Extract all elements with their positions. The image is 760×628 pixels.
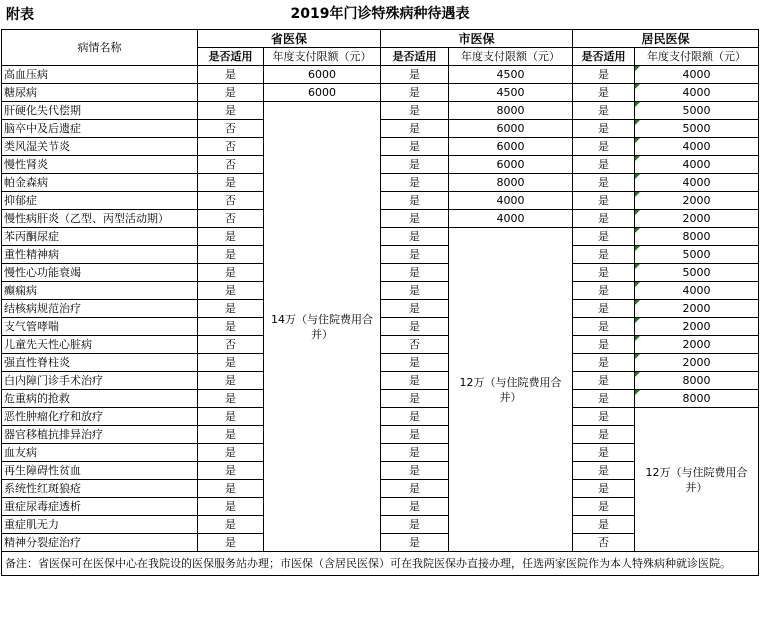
city-applicable: 是	[381, 372, 449, 390]
table-row	[2, 372, 759, 390]
resident-limit-header: 年度支付限额（元）	[635, 48, 759, 66]
disease-name: 慢性肾炎	[2, 156, 198, 174]
table-row	[2, 66, 759, 84]
appendix-label: 附表	[6, 7, 34, 23]
province-limit: 6000	[264, 66, 381, 84]
resident-limit: 4000	[635, 282, 759, 300]
province-applicable: 是	[198, 282, 264, 300]
resident-applicable: 是	[573, 354, 635, 372]
table-row	[2, 102, 759, 120]
province-applicable: 否	[198, 336, 264, 354]
resident-applicable: 是	[573, 444, 635, 462]
province-applicable: 是	[198, 264, 264, 282]
resident-limit: 2000	[635, 354, 759, 372]
table-row	[2, 408, 759, 426]
city-limit: 4500	[449, 84, 573, 102]
disease-name: 恶性肿瘤化疗和放疗	[2, 408, 198, 426]
city-limit: 4500	[449, 66, 573, 84]
resident-applicable: 是	[573, 156, 635, 174]
footnote: 备注：省医保可在医保中心在我院设的医保服务站办理；市医保（含居民医保）可在我院医保办直接办理，任选两家医院作为本人特殊病种就诊医院。	[2, 552, 759, 576]
resident-applicable: 是	[573, 120, 635, 138]
city-applicable: 否	[381, 336, 449, 354]
table-row	[2, 336, 759, 354]
note-row	[2, 552, 759, 576]
province-applicable: 是	[198, 444, 264, 462]
resident-applicable: 是	[573, 228, 635, 246]
resident-applicable-header: 是否适用	[573, 48, 635, 66]
city-applicable-header: 是否适用	[381, 48, 449, 66]
disease-name: 重性精神病	[2, 246, 198, 264]
resident-limit: 2000	[635, 210, 759, 228]
table-row	[2, 174, 759, 192]
province-applicable: 是	[198, 480, 264, 498]
disease-name: 糖尿病	[2, 84, 198, 102]
resident-applicable: 是	[573, 174, 635, 192]
city-applicable: 是	[381, 318, 449, 336]
resident-limit: 4000	[635, 138, 759, 156]
table-row	[2, 138, 759, 156]
city-limit: 6000	[449, 120, 573, 138]
resident-applicable: 是	[573, 264, 635, 282]
resident-applicable: 是	[573, 66, 635, 84]
table-row	[2, 228, 759, 246]
city-insurance-header: 市医保	[381, 30, 573, 48]
province-applicable: 是	[198, 318, 264, 336]
resident-applicable: 是	[573, 192, 635, 210]
resident-applicable: 是	[573, 210, 635, 228]
disease-name: 抑郁症	[2, 192, 198, 210]
city-limit: 6000	[449, 138, 573, 156]
resident-applicable: 是	[573, 480, 635, 498]
disease-name: 精神分裂症治疗	[2, 534, 198, 552]
city-applicable: 是	[381, 408, 449, 426]
city-applicable: 是	[381, 102, 449, 120]
disease-name: 支气管哮喘	[2, 318, 198, 336]
resident-applicable: 否	[573, 534, 635, 552]
disease-name: 类风湿关节炎	[2, 138, 198, 156]
disease-name: 重症尿毒症透析	[2, 498, 198, 516]
city-applicable: 是	[381, 246, 449, 264]
disease-name: 白内障门诊手术治疗	[2, 372, 198, 390]
city-applicable: 是	[381, 390, 449, 408]
province-limit: 6000	[264, 84, 381, 102]
disease-name: 器官移植抗排异治疗	[2, 426, 198, 444]
province-applicable: 是	[198, 228, 264, 246]
resident-limit: 5000	[635, 120, 759, 138]
city-limit: 4000	[449, 192, 573, 210]
city-limit: 4000	[449, 210, 573, 228]
table-row	[2, 246, 759, 264]
city-applicable: 是	[381, 84, 449, 102]
resident-applicable: 是	[573, 390, 635, 408]
city-limit: 8000	[449, 174, 573, 192]
table-row	[2, 354, 759, 372]
city-limit-merged: 12万（与住院费用合并）	[449, 228, 573, 552]
header-row-group	[2, 30, 759, 48]
disease-name: 危重病的抢救	[2, 390, 198, 408]
table-row	[2, 156, 759, 174]
province-applicable-header: 是否适用	[198, 48, 264, 66]
resident-applicable: 是	[573, 84, 635, 102]
resident-applicable: 是	[573, 300, 635, 318]
resident-applicable: 是	[573, 372, 635, 390]
resident-applicable: 是	[573, 408, 635, 426]
city-applicable: 是	[381, 264, 449, 282]
disease-name: 高血压病	[2, 66, 198, 84]
resident-limit: 4000	[635, 66, 759, 84]
province-insurance-header: 省医保	[198, 30, 381, 48]
disease-name: 苯丙酮尿症	[2, 228, 198, 246]
disease-name: 结核病规范治疗	[2, 300, 198, 318]
resident-insurance-header: 居民医保	[573, 30, 759, 48]
city-applicable: 是	[381, 498, 449, 516]
city-applicable: 是	[381, 174, 449, 192]
province-limit-merged: 14万（与住院费用合并）	[264, 102, 381, 552]
province-applicable: 是	[198, 462, 264, 480]
resident-limit: 8000	[635, 390, 759, 408]
city-applicable: 是	[381, 426, 449, 444]
table-row	[2, 84, 759, 102]
disease-name: 脑卒中及后遗症	[2, 120, 198, 138]
resident-limit: 2000	[635, 318, 759, 336]
resident-applicable: 是	[573, 426, 635, 444]
page-title: 2019年门诊特殊病种待遇表	[290, 6, 470, 22]
disease-name: 慢性心功能衰竭	[2, 264, 198, 282]
city-applicable: 是	[381, 228, 449, 246]
province-applicable: 是	[198, 354, 264, 372]
city-limit-header: 年度支付限额（元）	[449, 48, 573, 66]
city-applicable: 是	[381, 282, 449, 300]
city-applicable: 是	[381, 354, 449, 372]
province-applicable: 否	[198, 120, 264, 138]
city-applicable: 是	[381, 516, 449, 534]
table-row	[2, 120, 759, 138]
benefits-table	[1, 29, 759, 576]
province-applicable: 是	[198, 408, 264, 426]
disease-name: 重症肌无力	[2, 516, 198, 534]
disease-name: 儿童先天性心脏病	[2, 336, 198, 354]
city-applicable: 是	[381, 120, 449, 138]
table-row	[2, 192, 759, 210]
city-limit: 6000	[449, 156, 573, 174]
table-row	[2, 318, 759, 336]
disease-name: 系统性红斑狼疮	[2, 480, 198, 498]
city-applicable: 是	[381, 210, 449, 228]
resident-limit: 5000	[635, 264, 759, 282]
resident-limit: 5000	[635, 246, 759, 264]
resident-limit: 2000	[635, 336, 759, 354]
resident-applicable: 是	[573, 138, 635, 156]
resident-limit: 5000	[635, 102, 759, 120]
city-applicable: 是	[381, 534, 449, 552]
province-applicable: 是	[198, 372, 264, 390]
province-applicable: 是	[198, 498, 264, 516]
province-limit-header: 年度支付限额（元）	[264, 48, 381, 66]
province-applicable: 否	[198, 156, 264, 174]
province-applicable: 是	[198, 426, 264, 444]
resident-applicable: 是	[573, 282, 635, 300]
resident-applicable: 是	[573, 318, 635, 336]
province-applicable: 是	[198, 102, 264, 120]
resident-applicable: 是	[573, 516, 635, 534]
disease-name: 强直性脊柱炎	[2, 354, 198, 372]
table-row	[2, 210, 759, 228]
city-applicable: 是	[381, 156, 449, 174]
disease-name: 血友病	[2, 444, 198, 462]
disease-name: 再生障碍性贫血	[2, 462, 198, 480]
city-applicable: 是	[381, 66, 449, 84]
province-applicable: 是	[198, 246, 264, 264]
disease-name: 慢性病肝炎（乙型、丙型活动期）	[2, 210, 198, 228]
city-applicable: 是	[381, 138, 449, 156]
resident-limit: 4000	[635, 174, 759, 192]
resident-applicable: 是	[573, 336, 635, 354]
city-applicable: 是	[381, 300, 449, 318]
resident-limit: 2000	[635, 192, 759, 210]
province-applicable: 是	[198, 66, 264, 84]
table-row	[2, 300, 759, 318]
table-row	[2, 264, 759, 282]
resident-limit: 8000	[635, 372, 759, 390]
city-applicable: 是	[381, 444, 449, 462]
city-applicable: 是	[381, 480, 449, 498]
resident-applicable: 是	[573, 102, 635, 120]
disease-name: 肝硬化失代偿期	[2, 102, 198, 120]
city-limit: 8000	[449, 102, 573, 120]
disease-name-header: 病情名称	[2, 30, 198, 66]
resident-applicable: 是	[573, 498, 635, 516]
table-row	[2, 390, 759, 408]
resident-limit-merged: 12万（与住院费用合并）	[635, 408, 759, 552]
disease-name: 帕金森病	[2, 174, 198, 192]
province-applicable: 是	[198, 300, 264, 318]
resident-limit: 2000	[635, 300, 759, 318]
city-applicable: 是	[381, 462, 449, 480]
resident-limit: 8000	[635, 228, 759, 246]
province-applicable: 是	[198, 534, 264, 552]
province-applicable: 是	[198, 84, 264, 102]
province-applicable: 否	[198, 210, 264, 228]
resident-limit: 4000	[635, 84, 759, 102]
table-row	[2, 282, 759, 300]
resident-applicable: 是	[573, 246, 635, 264]
province-applicable: 否	[198, 192, 264, 210]
province-applicable: 是	[198, 174, 264, 192]
city-applicable: 是	[381, 192, 449, 210]
province-applicable: 是	[198, 516, 264, 534]
resident-limit: 4000	[635, 156, 759, 174]
province-applicable: 否	[198, 138, 264, 156]
disease-name: 癫痫病	[2, 282, 198, 300]
resident-applicable: 是	[573, 462, 635, 480]
province-applicable: 是	[198, 390, 264, 408]
